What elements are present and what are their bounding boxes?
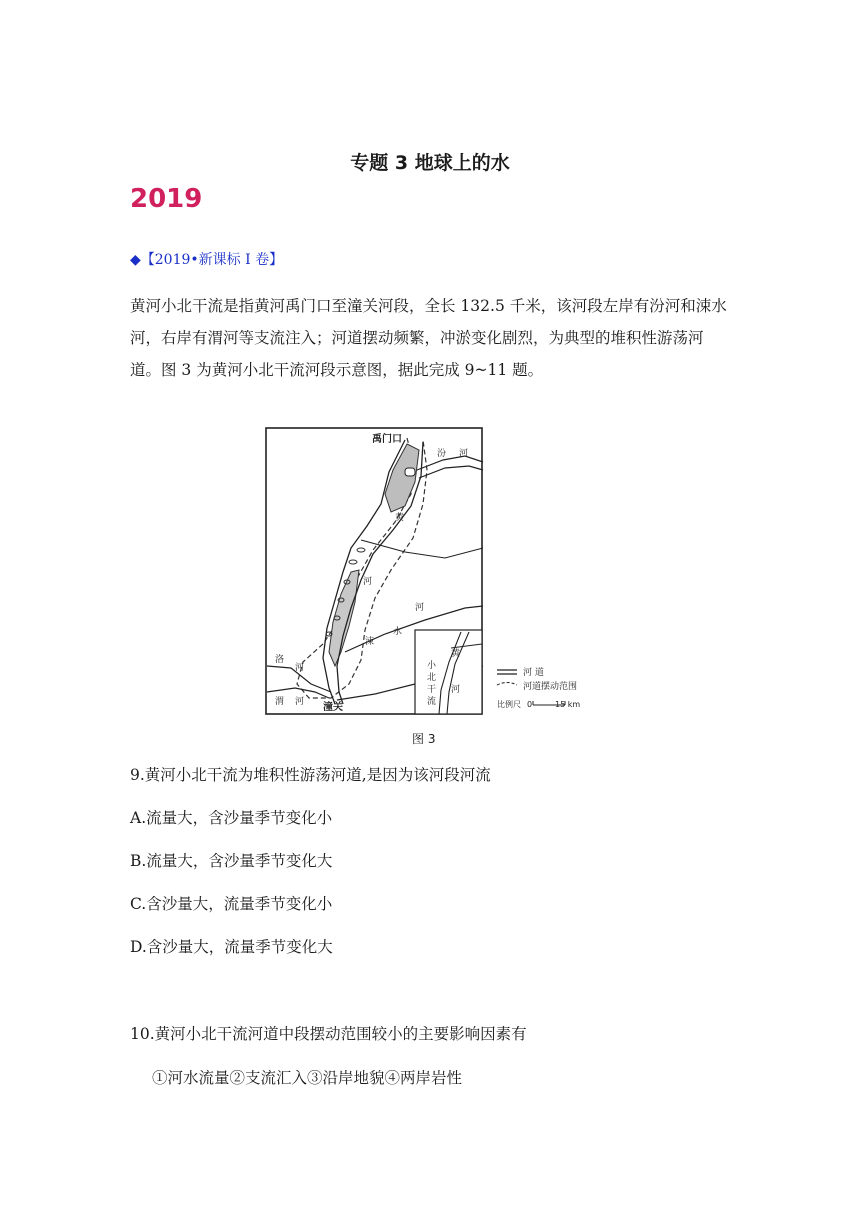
page-title: 专题 3 地球上的水 [350, 152, 510, 174]
inset-label-huang: 黄 [451, 649, 461, 659]
legend-swing-range: 河道摆动范围 [523, 682, 578, 692]
year-heading: 2019 [130, 184, 203, 214]
question-10-stem: 10.黄河小北干流河道中段摆动范围较小的主要影响因素有 [130, 1025, 527, 1043]
scale-zero: 0 [527, 700, 533, 709]
inset-side-label-3: 干 [427, 685, 437, 695]
label-fen-he: 河 [459, 449, 469, 459]
scale-value: 15 km [555, 700, 581, 709]
label-su: 涑 [365, 637, 375, 647]
label-fen: 汾 [437, 449, 447, 459]
question-9-option-b[interactable]: B.流量大，含沙量季节变化大 [130, 852, 333, 870]
river-map [265, 422, 595, 727]
question-9-option-a[interactable]: A.流量大，含沙量季节变化小 [130, 809, 333, 827]
inset-label-he: 河 [451, 685, 461, 695]
inset-side-label-2: 北 [427, 673, 437, 683]
label-luo-he: 河 [295, 663, 305, 673]
question-9-option-c[interactable]: C.含沙量大，流量季节变化小 [130, 895, 333, 913]
inset-side-label-1: 小 [427, 661, 437, 671]
legend-channel: 河 道 [523, 668, 544, 678]
label-tongguan: 潼关 [323, 702, 343, 713]
label-yumenkou: 禹门口 [372, 434, 402, 445]
exam-source: ◆【2019•新课标 I 卷】 [130, 252, 284, 268]
question-9-stem: 9.黄河小北干流为堆积性游荡河道,是因为该河段河流 [130, 766, 491, 784]
scale-label: 比例尺 [497, 700, 521, 709]
intro-paragraph: 黄河小北干流是指黄河禹门口至潼关河段，全长 132.5 千米，该河段左岸有汾河和涑水河，右岸有渭河等支流注入；河道摆动频繁，冲淤变化剧烈，为典型的堆积性游荡河道。图 3 为黄河小北干流河段示意图，据此完成 9~11 题。 [130, 297, 727, 379]
river-map-figure [265, 422, 595, 731]
label-wei: 渭 [275, 697, 285, 707]
label-luo: 洛 [275, 655, 285, 665]
inset-side-label-4: 流 [427, 697, 437, 707]
question-10-choices: ①河水流量②支流汇入③沿岸地貌④两岸岩性 [152, 1069, 463, 1087]
question-9-option-d[interactable]: D.含沙量大，流量季节变化大 [130, 938, 333, 956]
label-wei-he: 河 [295, 697, 305, 707]
label-su-upper-he: 河 [415, 603, 425, 613]
figure-caption: 图 3 [412, 732, 436, 746]
label-shui: 水 [393, 627, 403, 637]
map-legend [497, 666, 580, 709]
label-huang: 黄 [395, 513, 405, 523]
label-huang-he: 河 [363, 577, 373, 587]
